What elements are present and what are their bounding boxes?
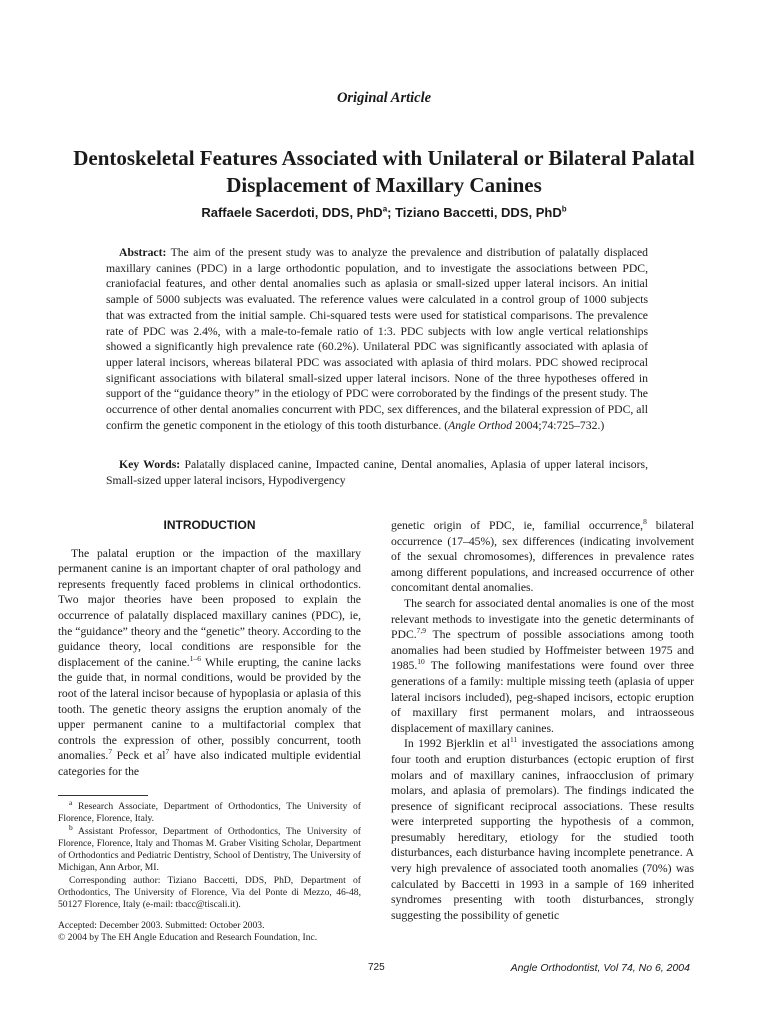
- article-title: Dentoskeletal Features Associated with Unilateral or Bilateral Palatal Displacement of Maxillary Canines: [73, 146, 695, 197]
- footnote-a: [58, 797, 361, 826]
- footnote-rule: [58, 795, 148, 796]
- footnotes: [58, 795, 361, 944]
- author-separator: ;: [387, 205, 396, 220]
- author-2-affiliation-mark: b: [561, 204, 567, 214]
- abstract-label: Abstract:: [119, 246, 167, 259]
- corresponding-author: Corresponding author: Tiziano Baccetti, DDS, PhD, Department of Orthodontics, The University of Florence, Via del Ponte di Mezzo, 46-48, 50127 Florence, Italy (e-mail: tbacc@tiscali.it).: [58, 874, 361, 911]
- body-text: The following manifestations were found over three generations of a family: multiple missing teeth (aplasia of upper lateral incisors included), peg-shaped incisors, ectopic eruption of maxillary first permanent molars, and intraosseous displacement of maxillary canines.: [391, 659, 694, 735]
- body-text: The search for associated dental anomalies is one of the most relevant methods to investigate into the genetic determinants of PDC.: [391, 596, 694, 642]
- copyright-notice: © 2004 by The EH Angle Education and Research Foundation, Inc.: [58, 931, 318, 943]
- author-2: Tiziano Baccetti, DDS, PhD: [395, 205, 562, 220]
- intro-text-2: While erupting, the canine lacks the guide that, in normal conditions, would be provided by the root of the lateral incisor because of hypoplasia or aplasia of this tooth. The genetic theory assigns the eruption anomaly of the upper permanent canine to a multifactorial complex that controls the expression of other, possibly concurrent, tooth anomalies.: [58, 655, 361, 763]
- abstract-body: The aim of the present study was to analyze the prevalence and distribution of palatally displaced maxillary canines (PDC) in a large orthodontic population, and to investigate the associations between PDC, craniofacial features, and other dental anomalies such as aplasia or small-sized upper lateral incisors. An initial sample of 5000 subjects was evaluated. The reference values were calculated in a control group of 1000 subjects that was extracted from the initial sample. Chi-squared tests were used for statistical comparisons. The prevalence rate of PDC was 2.4%, with a male-to-female ratio of 1:3. PDC subjects with low angle vertical relationships showed a significantly high prevalence rate (60.2%). Unilateral PDC was significantly associated with aplasia of upper lateral incisors, whereas bilateral PDC was associated with aplasia of third molars. PDC showed reciprocal significant associations with bilateral small-sized upper lateral incisors. None of the three hypotheses offered in support of the “guidance theory” in the etiology of PDC were corroborated by the findings of the present study. The occurrence of other dental anomalies concurrent with PDC, sex differences, and the bilateral expression of PDC, all confirm the genetic component in the etiology of this tooth disturbance. (: [106, 246, 648, 432]
- citation-ref: 10: [417, 657, 425, 667]
- body-text: bilateral occurrence (17–45%), sex differences (indicating involvement of the sexual chromosomes), differences in prevalence rates among different populations, and increased occurrence of other concomitant dental anomalies.: [391, 519, 694, 595]
- introduction-paragraph: [58, 546, 361, 780]
- keywords-label: Key Words:: [119, 458, 181, 471]
- right-paragraph-1: [391, 518, 694, 596]
- body-text: In 1992 Bjerklin et al: [404, 737, 510, 751]
- introduction-heading: INTRODUCTION: [163, 518, 256, 532]
- author-1-affiliation-mark: a: [382, 204, 388, 214]
- footnote-text: Assistant Professor, Department of Orthodontics, The University of Florence, Florence, Italy and Thomas M. Graber Visiting Scholar, Department of Orthodontics and Pediatric Dentistry, School of Dentistry, The University of Michigan, Ann Arbor, MI.: [58, 825, 361, 874]
- citation-ref: 1–6: [189, 653, 201, 663]
- citation-ref: 8: [643, 517, 647, 527]
- body-text: genetic origin of PDC, ie, familial occurrence,: [391, 519, 644, 532]
- citation-ref: 7,9: [416, 626, 427, 636]
- abstract-citation-rest: 2004;74:725–732.): [512, 418, 605, 432]
- keywords-body: Palatally displaced canine, Impacted canine, Dental anomalies, Aplasia of upper lateral incisors, Small-sized upper lateral incisors, Hypodivergency: [106, 458, 648, 487]
- author-line: [0, 205, 768, 220]
- accepted-dates: Accepted: December 2003. Submitted: October 2003.: [58, 919, 265, 931]
- body-text: investigated the associations among four tooth and eruption disturbances (ectopic eruption of first molars and of maxillary canines, infraocclusion of primary molars, and aplasia of premolars). The findings indicated the presence of significant reciprocal associations. These results were interpreted supporting the hypothesis of a common, presumably hereditary, etiology for the studied tooth disturbances, each disturbance having incomplete penetrance. A very high prevalence of associated tooth anomalies (70%) was calculated by Baccetti in 1993 in a sample of 169 inherited syndromes presenting with tooth disturbances, strongly suggesting the possibility of genetic: [391, 737, 694, 922]
- left-column: [58, 518, 361, 780]
- citation-ref: 11: [510, 735, 518, 745]
- journal-reference: Angle Orthodontist, Vol 74, No 6, 2004: [510, 962, 690, 974]
- footnote-text: Research Associate, Department of Orthodontics, The University of Florence, Florence, Italy.: [58, 801, 361, 825]
- footnote-mark: a: [69, 797, 73, 807]
- intro-text-1: The palatal eruption or the impaction of the maxillary permanent canine is an important chapter of oral pathology and represents frequently faced problems in clinical orthodontics. Two major theories have been proposed to explain the occurrence of palatally displaced maxillary canines (PDC), ie, the “guidance” theory and the “genetic” theory. According to the guidance theory, local conditions are responsible for the displacement of the canine.: [58, 546, 361, 669]
- right-paragraph-3: [391, 736, 694, 923]
- citation-ref: 7: [108, 747, 113, 757]
- page-number: 725: [368, 962, 385, 973]
- page-footer: [0, 962, 768, 978]
- footnote-b: [58, 822, 361, 875]
- right-column: [391, 518, 694, 923]
- intro-text-4: have also indicated multiple evidential categories for the: [58, 749, 361, 778]
- intro-text-3: Peck et al: [112, 749, 166, 763]
- author-1: Raffaele Sacerdoti, DDS, PhD: [201, 205, 383, 220]
- abstract: [106, 245, 648, 433]
- footnote-mark: b: [69, 822, 73, 832]
- right-paragraph-2: [391, 596, 694, 736]
- footnote-gap: [58, 912, 361, 920]
- article-type-label: Original Article: [336, 90, 432, 106]
- keywords: [106, 457, 648, 488]
- citation-ref: 7: [165, 747, 170, 757]
- body-text: The spectrum of possible associations among tooth anomalies had been studied by Hoffmeister between 1975 and 1985.: [391, 628, 694, 673]
- abstract-citation-journal: Angle Orthod: [448, 418, 513, 432]
